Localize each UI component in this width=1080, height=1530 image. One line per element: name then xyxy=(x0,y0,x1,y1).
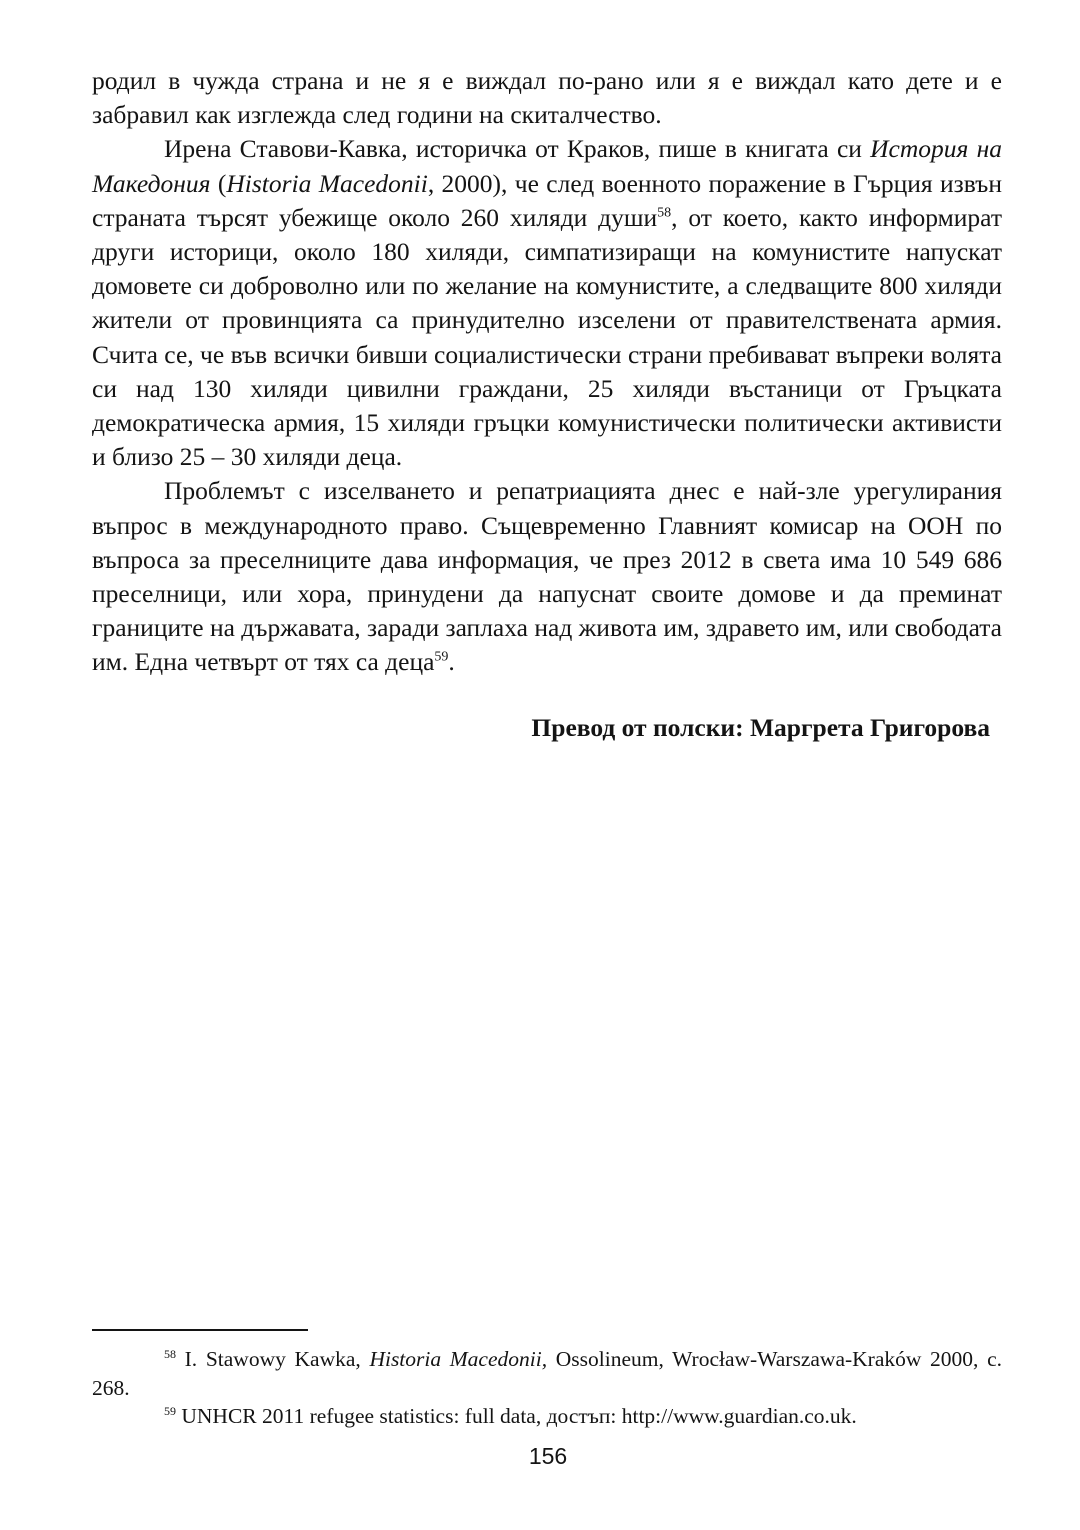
footnote-58-number: 58 xyxy=(164,1346,176,1361)
footnote-ref-58[interactable]: 58 xyxy=(657,205,672,221)
paragraph-2-text-b: ( xyxy=(210,168,227,198)
footnote-59-number: 59 xyxy=(164,1404,176,1419)
paragraph-2-text-d: , от което, както информират други историци, около 180 хиляди, симпатизиращи на комунистите напускат домовете си доброволно или по желание на комунистите, а следващите 800 хиляди жители от провинцията са принудително изселени от правителствената армия. Счита се, че във всички бивши социалистически страни пребивават въпреки волята си над 130 хиляди цивилни граждани, 25 хиляди въстаници от Гръцката демократическа армия, 15 хиляди гръцки комунистически политически активисти и близо 25 – 30 хиляди деца. xyxy=(92,202,1002,472)
paragraph-3-text-b: . xyxy=(448,647,455,677)
paragraph-1 xyxy=(92,64,1002,132)
page-number: 156 xyxy=(528,1443,568,1469)
paragraph-2-text-a: Ирена Ставови-Кавка, историчка от Краков, пише в книгата си xyxy=(164,134,871,164)
paragraph-3-text-a: Проблемът с изселването и репатриацията днес е най-зле урегулирания въпрос в международното право. Същевременно Главният комисар на ООН по въпроса за преселниците дава информация, че през 2012 в света има 10 549 686 преселници, или хора, принудени да напуснат своите домове и да преминат границите на държавата, заради заплаха над живота им, здравето им, или свободата им. Една четвърт от тях са деца xyxy=(92,476,1002,677)
book-title-original: Historia Macedonii xyxy=(226,168,428,198)
footnote-59-text: UNHCR 2011 refugee statistics: full data, достъп: http://www.guardian.co.uk. xyxy=(176,1404,857,1429)
paragraph-2-text-c: , 2000), че след военното поражение в Гърция извън страната търсят убежище около 260 хиляди души xyxy=(92,168,1002,232)
paragraph-1-text: родил в чужда страна и не я е виждал по-рано или я е виждал като дете и е забравил как изглежда след години на скиталчество. xyxy=(92,66,1002,130)
footnote-58-text-a: I. Stawowy Kawka, xyxy=(176,1347,370,1371)
footnote-ref-59[interactable]: 59 xyxy=(434,649,449,665)
footnote-58-text-b: Ossolineum, Wrocław-Warszawa-Kraków 2000, с. 268. xyxy=(92,1347,1002,1400)
footnote-separator xyxy=(92,1329,308,1331)
paragraph-2 xyxy=(92,132,1002,474)
footnote-58 xyxy=(92,1345,1002,1402)
footnotes xyxy=(92,1345,1002,1431)
paragraph-3 xyxy=(92,474,1002,679)
book-title-bg: История на Македония xyxy=(92,134,1002,198)
translator-credit: Превод от полски: Маргрета Григорова xyxy=(531,712,990,742)
footnote-59 xyxy=(92,1402,1002,1431)
footnote-58-title: Historia Macedonii, xyxy=(369,1347,548,1371)
page-content xyxy=(92,64,1002,745)
body-text xyxy=(92,64,1002,680)
